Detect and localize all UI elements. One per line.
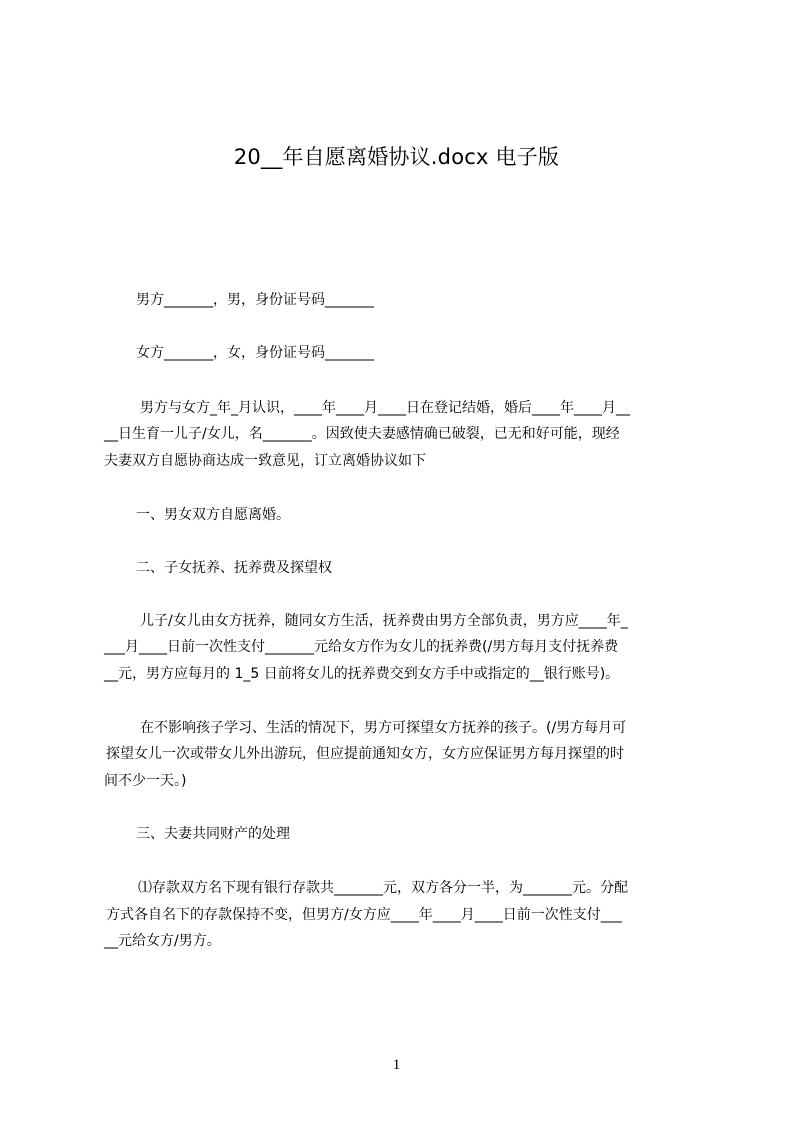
party-male-line: 男方_______，男，身份证号码_______: [136, 292, 374, 308]
section-heading-1: 一、男女双方自愿离婚。: [136, 507, 290, 523]
paragraph-line: 方式各自名下的存款保持不变，但男方/女方应____年____月____日前一次性支付___: [106, 907, 622, 923]
party-female-line: 女方_______，女，身份证号码_______: [136, 345, 374, 361]
section-heading-3: 三、夫妻共同财产的处理: [136, 826, 290, 842]
paragraph-line: __元，男方应每月的 1_5 日前将女儿的抚养费交到女方手中或指定的__银行账号)。: [104, 666, 620, 682]
paragraph-line: 间不少一天。): [104, 773, 187, 789]
paragraph-line: 在不影响孩子学习、生活的情况下，男方可探望女方抚养的孩子。(/男方每月可: [140, 720, 627, 736]
section-heading-2: 二、子女抚养、抚养费及探望权: [136, 560, 332, 576]
paragraph-line: 男方与女方_年_月认识，____年____月____日在登记结婚，婚后____年____月__: [140, 400, 630, 416]
paragraph-line: 儿子/女儿由女方抚养，随同女方生活，抚养费由男方全部负责，男方应____年_: [140, 613, 628, 629]
page-number: 1: [392, 1057, 401, 1073]
paragraph-line: ___月____日前一次性支付_______元给女方作为女儿的抚养费(/男方每月支付抚养费: [104, 639, 619, 655]
document-title: 20__年自愿离婚协议.docx 电子版: [233, 145, 560, 169]
paragraph-line: __日生育一儿子/女儿，名_______。因致使夫妻感情确已破裂，已无和好可能，现经: [104, 426, 620, 442]
paragraph-line: __元给女方/男方。: [104, 933, 221, 949]
paragraph-line: 探望女儿一次或带女儿外出游玩，但应提前通知女方，女方应保证男方每月探望的时: [106, 746, 624, 762]
paragraph-line: ⑴存款双方名下现有银行存款共_______元，双方各分一半，为_______元。分配: [138, 880, 628, 896]
paragraph-line: 夫妻双方自愿协商达成一致意见，订立离婚协议如下: [104, 453, 426, 469]
